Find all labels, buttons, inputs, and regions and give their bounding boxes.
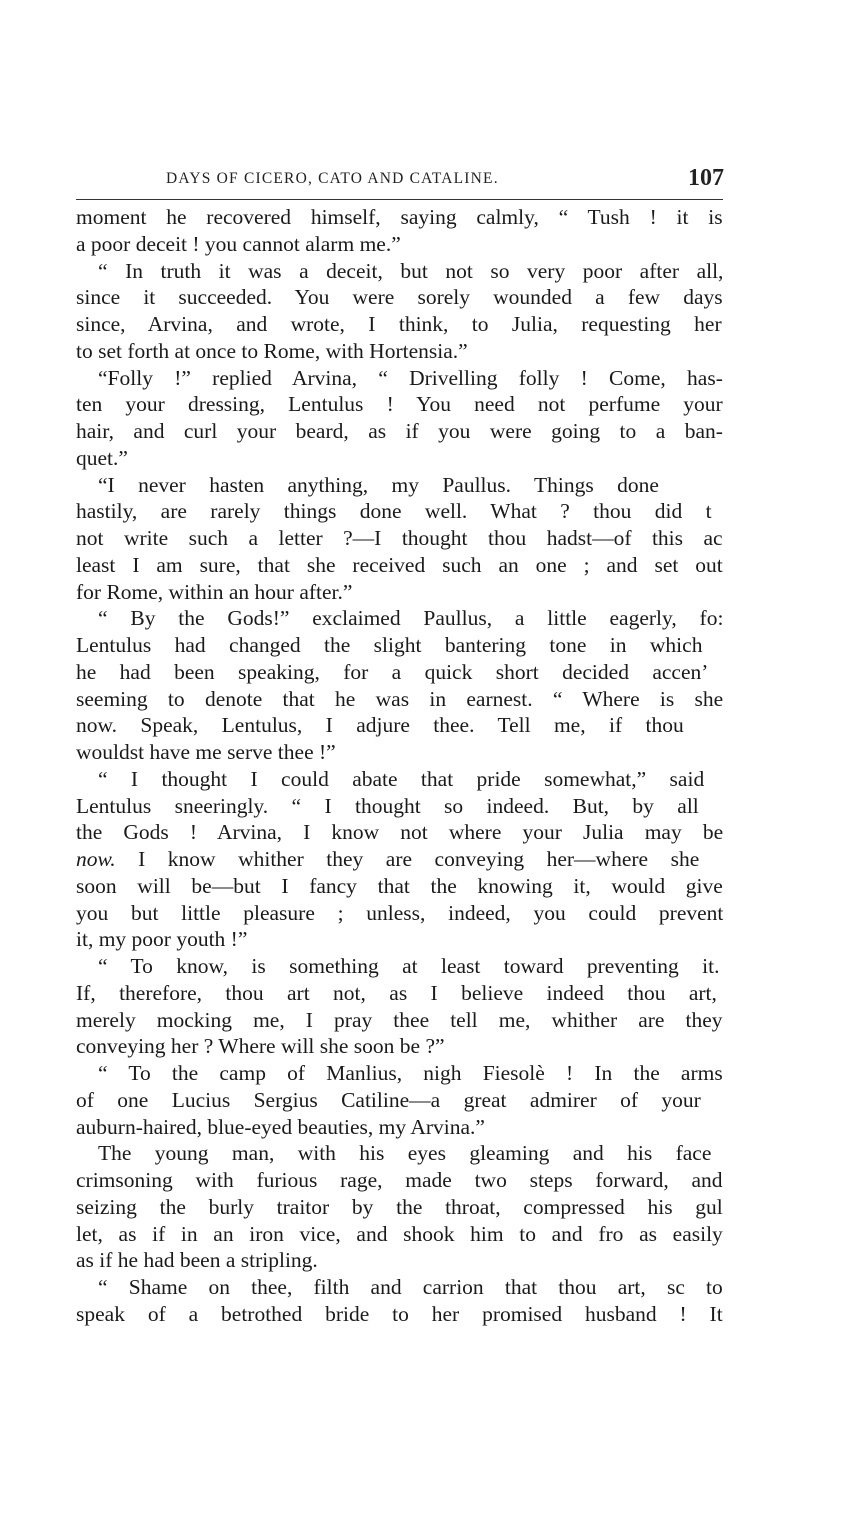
text-line: hastily, are rarely things done well. What ? thou did t <box>76 499 712 524</box>
text-line: speak of a betrothed bride to her promised husband ! It <box>76 1301 723 1326</box>
text-line: least I am sure, that she received such an one ; and set out <box>76 552 723 577</box>
text-line: crimsoning with furious rage, made two steps forward, and <box>76 1168 723 1192</box>
text-line: ten your dressing, Lentulus ! You need not perfume your <box>76 392 723 417</box>
text-line: merely mocking me, I pray thee tell me, whither are they <box>76 1007 723 1032</box>
text-line: of one Lucius Sergius Catiline—a great admirer of your <box>76 1087 701 1112</box>
text-line: “ Shame on thee, filth and carrion that thou art, sc to <box>98 1275 723 1299</box>
line-text: I know whither they are conveying her—where she <box>115 847 700 871</box>
text-line: “ I thought I could abate that pride somewhat,” said <box>98 766 705 791</box>
text-line: for Rome, within an hour after.” <box>76 579 353 604</box>
text-line: seizing the burly traitor by the throat, compressed his gul <box>76 1194 723 1219</box>
text-line: The young man, with his eyes gleaming and his face <box>98 1141 712 1166</box>
text-line: If, therefore, thou art not, as I believe indeed thou art, <box>76 980 717 1005</box>
text-line: “ To the camp of Manlius, nigh Fiesolè ! In the arms <box>98 1061 723 1085</box>
text-line: quet.” <box>76 445 128 470</box>
text-line: the Gods ! Arvina, I know not where your Julia may be <box>76 820 724 845</box>
text-line: moment he recovered himself, saying calmly, “ Tush ! it is <box>76 205 723 229</box>
running-title: DAYS OF CICERO, CATO AND CATALINE. <box>166 170 499 187</box>
page-number: 107 <box>688 165 724 191</box>
text-line: Lentulus sneeringly. “ I thought so indeed. But, by all <box>76 793 699 818</box>
text-line: to set forth at once to Rome, with Hortensia.” <box>76 338 468 363</box>
text-line: soon will be—but I fancy that the knowing it, would give <box>76 873 723 898</box>
text-line: “ By the Gods!” exclaimed Paullus, a little eagerly, fo: <box>98 606 724 631</box>
text-line: since, Arvina, and wrote, I think, to Julia, requesting her <box>76 312 722 336</box>
text-line: let, as if in an iron vice, and shook him to and fro as easily <box>76 1221 723 1246</box>
text-line: “ In truth it was a deceit, but not so very poor after all, <box>98 258 724 283</box>
text-line: not write such a letter ?—I thought thou hadst—of this ac <box>76 526 723 550</box>
text-line: conveying her ? Where will she soon be ?” <box>76 1034 445 1059</box>
text-line: now. Speak, Lentulus, I adjure thee. Tell me, if thou <box>76 713 684 738</box>
text-line: he had been speaking, for a quick short decided accen’ <box>76 659 709 684</box>
text-line: as if he had been a stripling. <box>76 1248 318 1273</box>
text-line: “Folly !” replied Arvina, “ Drivelling folly ! Come, has- <box>98 365 723 390</box>
text-line: seeming to denote that he was in earnest. “ Where is she <box>76 686 724 711</box>
text-line: hair, and curl your beard, as if you were going to a ban- <box>76 419 723 443</box>
italic-text: now. <box>76 847 116 871</box>
text-line: wouldst have me serve thee !” <box>76 740 336 764</box>
running-head <box>76 165 724 194</box>
text-line: auburn-haired, blue-eyed beauties, my Arvina.” <box>76 1114 485 1139</box>
text-line: “ To know, is something at least toward preventing it. <box>98 954 720 978</box>
text-line: a poor deceit ! you cannot alarm me.” <box>76 231 401 256</box>
text-line: you but little pleasure ; unless, indeed, you could prevent <box>76 900 724 925</box>
text-line <box>76 846 723 873</box>
text-line: it, my poor youth !” <box>76 927 248 952</box>
text-line: since it succeeded. You were sorely wounded a few days <box>76 285 723 310</box>
text-line: Lentulus had changed the slight bantering tone in which <box>76 633 703 657</box>
text-line: “I never hasten anything, my Paullus. Things done <box>98 472 659 497</box>
body-text <box>76 200 723 1328</box>
